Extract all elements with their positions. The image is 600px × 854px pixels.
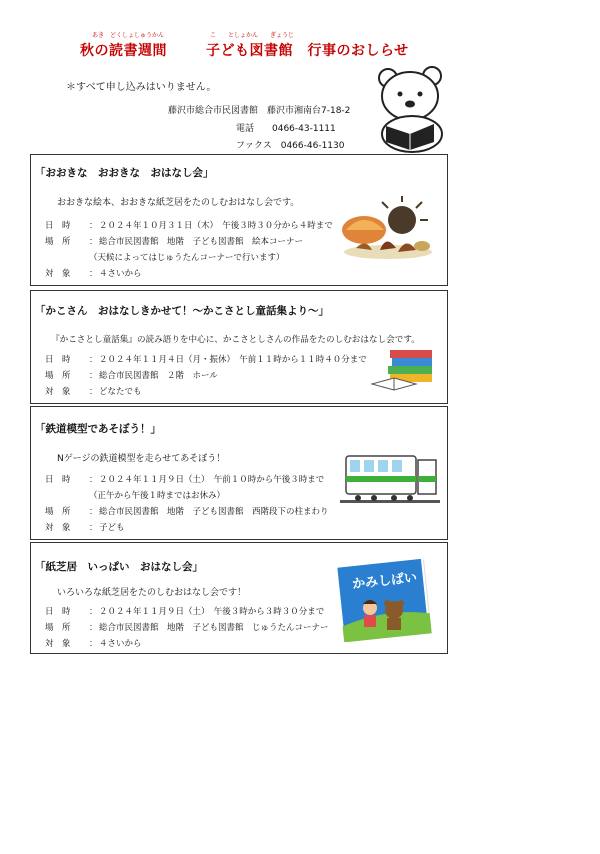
event-target-row: 対 象 ：４さいから (45, 639, 142, 649)
event-description: いろいろな紙芝居をたのしむおはなし会です！ (57, 588, 247, 598)
event-datetime-row: 日 時 ：２０２４年１１月４日（月・振休） 午前１１時から１１時４０分まで (45, 355, 367, 365)
event-place-row: 場 所 ：総合市民図書館 地階 子ども図書館 絵本コーナー (45, 237, 304, 247)
event-target-row: 対 象 ：どなたでも (45, 387, 142, 397)
event-title: 「かこさん おはなしきかせて！～かこさとし童話集より～」 (35, 305, 329, 317)
page-title-right: 子ども図書館 行事のおしらせ (206, 43, 409, 59)
books-stack-illustration (370, 342, 438, 394)
event-datetime-row: 日 時 ：２０２４年１０月３１日（木） 午後３時３０分から４時まで (45, 221, 333, 231)
event-target-row: 対 象 ：子ども (45, 523, 125, 533)
event-description: おおきな絵本、おおきな紙芝居をたのしむおはなし会です。 (57, 198, 300, 208)
event-place-row: 場 所 ：総合市民図書館 地階 子ども図書館 西階段下の柱まわり (45, 507, 329, 517)
library-fax: ファクス 0466-46-1130 (236, 141, 345, 151)
event-description: Nゲージの鉄道模型を走らせてあそぼう！ (57, 454, 226, 464)
event-place-note: （天候によってはじゅうたんコーナーで行います） (89, 253, 285, 263)
kamishibai-label: かみしばい (351, 570, 418, 593)
event-target-row: 対 象 ：４さいから (45, 269, 142, 279)
train-illustration (340, 446, 440, 512)
event-description: 『かこさとし童話集』の読み語りを中心に、かこさとしさんの作品をたのしむおはなし会です。 (51, 335, 420, 345)
event-title: 「鉄道模型であそぼう！」 (35, 423, 161, 435)
event-place-row: 場 所 ：総合市民図書館 ２階 ホール (45, 371, 218, 381)
event-break-note: （正午から午後１時まではお休み） (89, 491, 226, 501)
event-datetime-row: 日 時 ：２０２４年１１月９日（土） 午後３時から３時３０分まで (45, 607, 325, 617)
bear-reading-illustration (372, 64, 454, 154)
no-registration-note: ＊すべて申し込みはいりません。 (66, 82, 217, 93)
title-right-ruby: こ としょかん ぎょうじ (210, 32, 295, 39)
autumn-chestnut-illustration (336, 190, 436, 262)
library-phone: 電話 0466-43-1111 (236, 124, 336, 134)
event-title: 「紙芝居 いっぱい おはなし会」 (35, 561, 203, 573)
event-place-row: 場 所 ：総合市民図書館 地階 子ども図書館 じゅうたんコーナー (45, 623, 329, 633)
page-title-left: 秋の読書週間 (80, 43, 167, 59)
event-datetime-row: 日 時 ：２０２４年１１月９日（土） 午前１０時から午後３時まで (45, 475, 325, 485)
event-title: 「おおきな おおきな おはなし会」 (35, 167, 214, 179)
title-left-ruby: あき どくしょしゅうかん (92, 32, 165, 39)
library-address: 藤沢市総合市民図書館 藤沢市湘南台7-18-2 (168, 106, 351, 116)
kamishibai-illustration (336, 558, 432, 642)
